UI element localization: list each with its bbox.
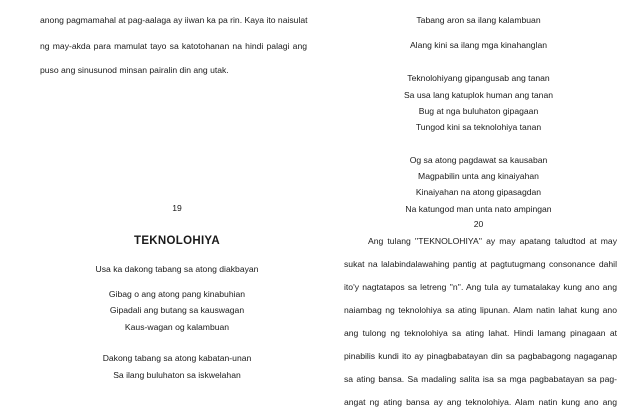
paragraph-line: Ang tulang ''TEKNOLOHIYA'' ay may apatang taludtod at may	[368, 236, 617, 246]
paragraph-line: sa ating bansa. Sa madaling salita isa sa mga pagbabatayan sa pag-	[344, 374, 617, 384]
poem-line: Gibag o ang atong pang kinabuhian	[108, 289, 246, 299]
poem-line: Teknolohiyang gipangusab ang tanan	[407, 73, 550, 83]
poem-line: Gipadali ang butang sa kauswagan	[109, 305, 245, 315]
poem-line: Kinaiyahan na atong gipasagdan	[415, 187, 542, 197]
intro-line: ng may-akda para mamulat tayo sa katotohanan na hindi palagi ang	[40, 41, 307, 51]
paragraph-line: naiambag ng teknolohiya sa ating lipunan. Alam natin lahat kung ano	[344, 305, 617, 315]
poem-line: Sa usa lang katuplok human ang tanan	[403, 90, 554, 100]
poem-line: Magpabilin unta ang kinaiyahan	[418, 171, 539, 181]
poem-line: Bug at nga buluhaton gipagaan	[418, 106, 539, 116]
poem-line: Tabang aron sa ilang kalambuan	[416, 15, 541, 25]
paragraph-line: angat ng ating bansa ay ang teknolohiya. Alam natin kung ano ang	[344, 397, 617, 407]
paragraph-line: pinabilis kundi ito ay pinagbabatayan din sa pagbabagong nagaganap	[344, 351, 617, 361]
right-page	[319, 0, 638, 418]
poem-title: TEKNOLOHIYA	[134, 235, 220, 247]
poem-line: Dakong tabang sa atong kabatan-unan	[102, 353, 252, 363]
page-number: 19	[172, 203, 182, 213]
poem-line: Usa ka dakong tabang sa atong diakbayan	[95, 264, 259, 274]
poem-line: Sa ilang buluhaton sa iskwelahan	[113, 370, 241, 380]
poem-line: Og sa atong pagdawat sa kausaban	[409, 155, 548, 165]
intro-line: anong pagmamahal at pag-aalaga ay iiwan ka pa rin. Kaya ito naisulat	[40, 15, 308, 25]
poem-line: Kaus-wagan og kalambuan	[124, 322, 230, 332]
paragraph-line: ito'y nagtatapos sa letreng ''n''. Ang tula ay tumatalakay kung ano ang	[344, 282, 617, 292]
paragraph-line: ang tulong ng teknolohiya sa ating lahat. Hindi lamang pinagaan at	[344, 328, 617, 338]
poem-line: Na katungod man unta nato ampingan	[405, 204, 552, 214]
poem-line: Tungod kini sa teknolohiya tanan	[415, 122, 542, 132]
page-number: 20	[473, 219, 484, 229]
intro-line: puso ang sinusunod minsan pairalin din ang utak.	[40, 65, 229, 75]
poem-line: Alang kini sa ilang mga kinahanglan	[409, 40, 548, 50]
paragraph-line: sukat na lalabindalawahing pantig at pagtutugmang consonance dahil	[344, 259, 617, 269]
